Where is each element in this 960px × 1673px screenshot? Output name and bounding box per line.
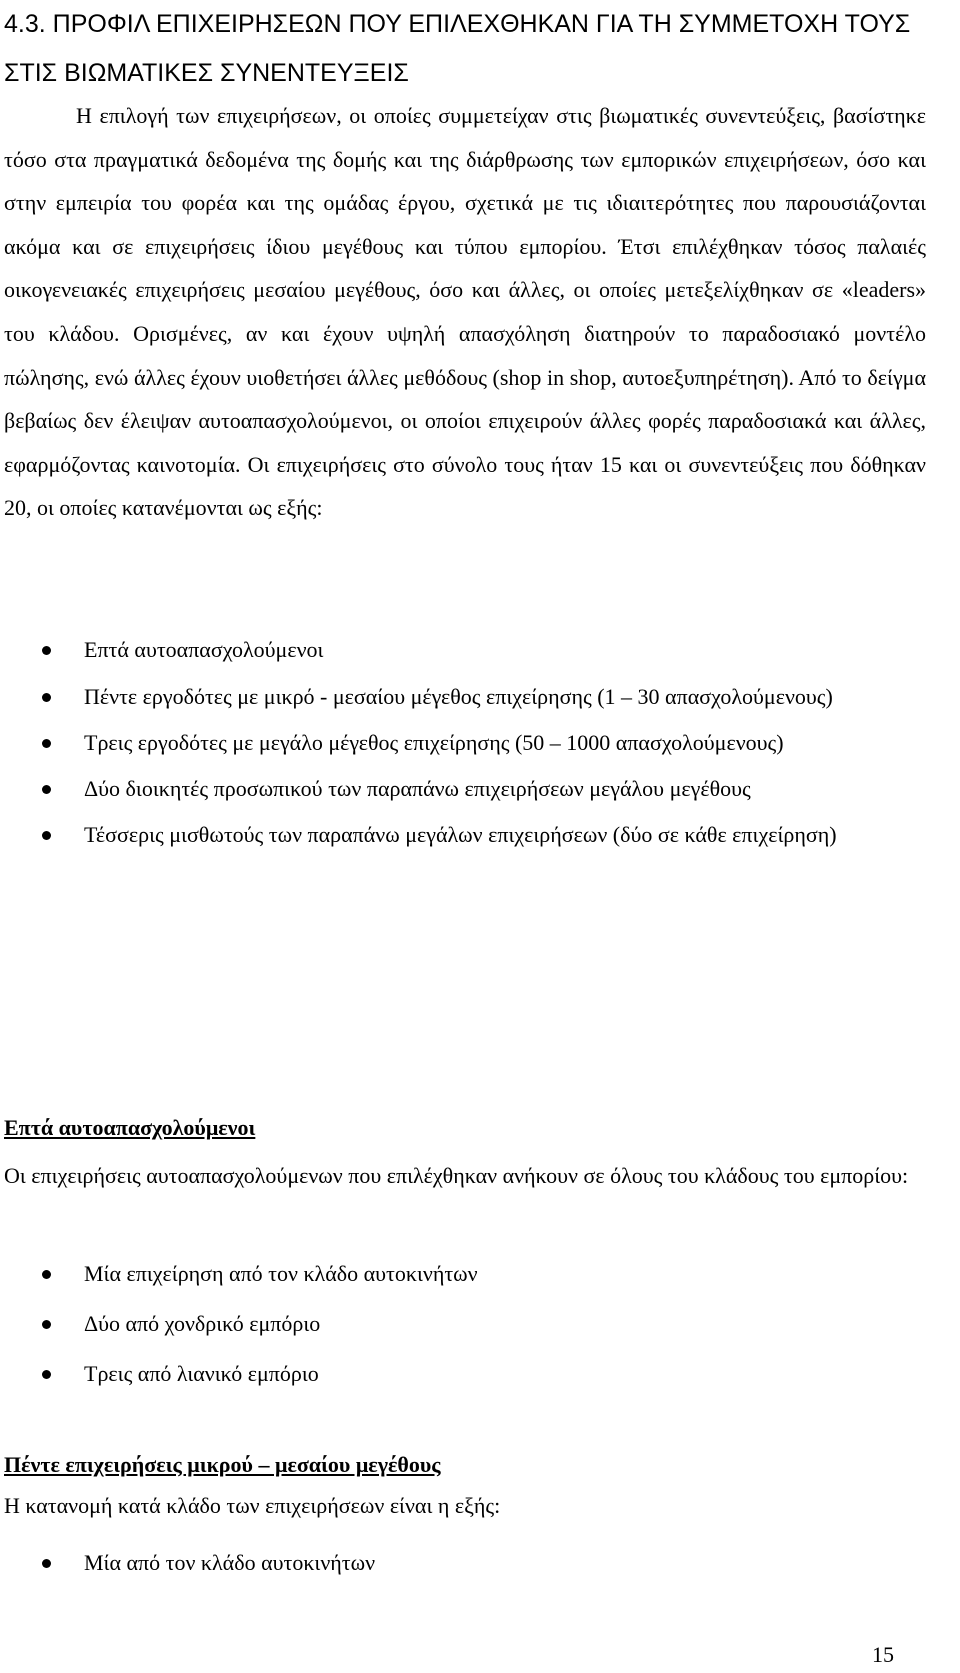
list-item-text: Τρεις εργοδότες με μεγάλο μέγεθος επιχείρησης (50 – 1000 απασχολούμενους) — [84, 730, 784, 755]
section-heading: 4.3. ΠΡΟΦΙΛ ΕΠΙΧΕΙΡΗΣΕΩΝ ΠΟΥ ΕΠΙΛΕΧΘΗΚΑΝ ΓΙΑ ΤΗ ΣΥΜΜΕΤΟΧΗ ΤΟΥΣ ΣΤΙΣ ΒΙΩΜΑΤΙΚΕΣ ΣΥΝΕΝΤΕΥΞΕΙΣ — [4, 10, 911, 87]
list-item — [0, 1541, 926, 1585]
self-employed-heading: Επτά αυτοαπασχολούμενοι — [4, 1115, 256, 1140]
list-item — [0, 1352, 926, 1396]
small-medium-list — [0, 1541, 926, 1585]
list-item-text: Δύο από χονδρικό εμπόριο — [84, 1311, 321, 1336]
list-item-text: Μία επιχείρηση από τον κλάδο αυτοκινήτων — [84, 1261, 478, 1286]
list-item-text: Δύο διοικητές προσωπικού των παραπάνω επιχειρήσεων μεγάλου μεγέθους — [84, 776, 751, 801]
list-item — [0, 813, 926, 856]
list-item-text: Τέσσερις μισθωτούς των παραπάνω μεγάλων επιχειρήσεων (δύο σε κάθε επιχείρηση) — [84, 822, 837, 847]
list-item — [0, 628, 926, 672]
list-item — [0, 1252, 926, 1296]
list-item — [0, 721, 926, 764]
self-employed-list — [0, 1252, 926, 1396]
bullet-icon — [42, 785, 51, 794]
list-item — [0, 767, 926, 810]
list-item — [0, 675, 926, 718]
interview-distribution-list — [0, 628, 926, 856]
bullet-icon — [42, 646, 51, 655]
intro-paragraph: Η επιλογή των επιχειρήσεων, οι οποίες συμμετείχαν στις βιωματικές συνεντεύξεις, βασίστηκε τόσο στα πραγματικά δεδομένα της δομής και της διάρθρωσης των εμπορικών επιχειρήσεων, όσο και στην εμπειρία του φορέα και της ομάδας έργου, σχετικά με τις ιδιαιτερότητες που παρουσιάζονται ακόμα και σε επιχειρήσεις ίδιου μεγέθους και τύπου εμπορίου. Έτσι επιλέχθηκαν τόσος παλαιές οικογενειακές επιχειρήσεις μεσαίου μεγέθους, όσο και άλλες, οι οποίες μετεξελίχθηκαν σε «leaders» του κλάδου. Ορισμένες, αν και έχουν υψηλή απασχόληση διατηρούν το παραδοσιακό μοντέλο πώλησης, ενώ άλλες έχουν υιοθετήσει άλλες μεθόδους (shop in shop, αυτοεξυπηρέτηση). Από το δείγμα βεβαίως δεν έλειψαν αυτοαπασχολούμενοι, οι οποίοι επιχειρούν άλλες φορές παραδοσιακά και άλλες, εφαρμόζοντας καινοτομία. Οι επιχειρήσεις στο σύνολο τους ήταν 15 και οι συνεντεύξεις που δόθηκαν 20, οι οποίες κατανέμονται ως εξής: — [4, 103, 926, 521]
list-item — [0, 1302, 926, 1346]
list-item-text: Τρεις από λιανικό εμπόριο — [84, 1361, 319, 1386]
page-number: 15 — [872, 1642, 894, 1667]
bullet-icon — [42, 1370, 51, 1379]
small-medium-heading: Πέντε επιχειρήσεις μικρού – μεσαίου μεγέθους — [4, 1452, 441, 1477]
self-employed-intro: Οι επιχειρήσεις αυτοαπασχολούμενων που επιλέχθηκαν ανήκουν σε όλους του κλάδους του εμπορίου: — [4, 1163, 909, 1188]
list-item-text: Πέντε εργοδότες με μικρό - μεσαίου μέγεθος επιχείρησης (1 – 30 απασχολούμενους) — [84, 684, 833, 709]
small-medium-intro: Η κατανομή κατά κλάδο των επιχειρήσεων είναι η εξής: — [4, 1493, 501, 1518]
bullet-icon — [42, 693, 51, 702]
list-item-text: Μία από τον κλάδο αυτοκινήτων — [84, 1550, 376, 1575]
bullet-icon — [42, 1320, 51, 1329]
bullet-icon — [42, 831, 51, 840]
bullet-icon — [42, 739, 51, 748]
list-item-text: Επτά αυτοαπασχολούμενοι — [84, 637, 324, 662]
bullet-icon — [42, 1559, 51, 1568]
bullet-icon — [42, 1270, 51, 1279]
